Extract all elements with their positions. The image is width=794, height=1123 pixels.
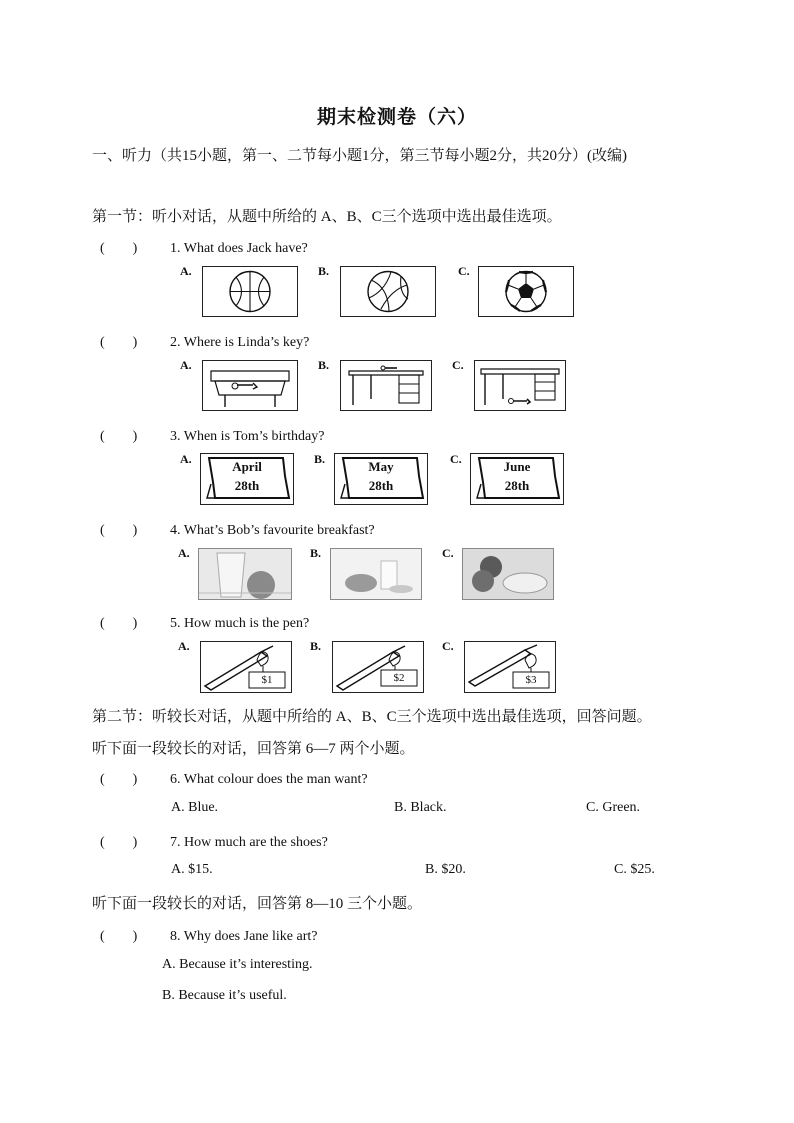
calendar-day: 28th	[504, 478, 530, 493]
question-text: 2. Where is Linda’s key?	[170, 335, 310, 350]
option-4c[interactable]	[462, 548, 554, 600]
option-label: C.	[458, 264, 470, 278]
question-text: 1. What does Jack have?	[170, 241, 308, 256]
option-label: A.	[180, 358, 192, 372]
option-label: C.	[452, 358, 464, 372]
option-label: A.	[178, 546, 190, 560]
choice-7b[interactable]: B. $20.	[425, 862, 466, 877]
question-6	[100, 768, 368, 788]
option-2b[interactable]	[340, 360, 432, 411]
choice-7c[interactable]: C. $25.	[614, 862, 655, 877]
answer-blank[interactable]: ( )	[100, 616, 138, 631]
choice-6c[interactable]: C. Green.	[586, 800, 641, 815]
fruit-photo	[463, 549, 553, 599]
question-text: 4. What’s Bob’s favourite breakfast?	[170, 523, 375, 538]
option-4a[interactable]	[198, 548, 292, 600]
part2-instruction: 第二节：听较长对话，从题中所给的 A、B、C三个选项中选出最佳选项，回答问题。	[92, 709, 652, 725]
bread-milk-photo	[331, 549, 421, 599]
question-1	[100, 237, 308, 257]
question-text: 5. How much is the pen?	[170, 616, 310, 631]
option-label: B.	[318, 264, 330, 278]
choice-6a[interactable]: A. Blue.	[171, 800, 219, 815]
choice-8b[interactable]: B. Because it’s useful.	[162, 988, 287, 1003]
option-2a[interactable]	[202, 360, 298, 411]
question-text: 7. How much are the shoes?	[170, 835, 328, 850]
option-3c[interactable]	[470, 453, 564, 505]
option-3a[interactable]	[200, 453, 294, 505]
calendar-day: 28th	[234, 478, 260, 493]
option-5c[interactable]	[464, 641, 556, 693]
option-label: A.	[180, 264, 192, 278]
section-header: 一、听力（共15小题，第一、二节每小题1分，第三节每小题2分，共20分）(改编)	[92, 148, 627, 164]
question-text: 6. What colour does the man want?	[170, 772, 368, 787]
soccer-ball-icon	[479, 267, 573, 316]
question-text: 3. When is Tom’s birthday?	[170, 429, 325, 444]
option-5a[interactable]	[200, 641, 292, 693]
choice-7a[interactable]: A. $15.	[171, 862, 213, 877]
answer-blank[interactable]: ( )	[100, 835, 138, 850]
juice-orange-photo	[199, 549, 291, 599]
question-5	[100, 612, 309, 632]
question-8	[100, 925, 317, 945]
calendar-day: 28th	[368, 478, 394, 493]
option-label: B.	[318, 358, 330, 372]
question-3	[100, 425, 324, 445]
part2-sub2: 听下面一段较长的对话，回答第 8—10 三个小题。	[92, 896, 423, 912]
option-label: B.	[310, 639, 322, 653]
answer-blank[interactable]: ( )	[100, 929, 138, 944]
pen-price-tag-icon	[333, 642, 423, 692]
question-2	[100, 331, 309, 351]
option-2c[interactable]	[474, 360, 566, 411]
option-label: C.	[442, 639, 454, 653]
key-under-desk-icon	[475, 361, 565, 410]
option-4b[interactable]	[330, 548, 422, 600]
part2-sub1: 听下面一段较长的对话，回答第 6—7 两个小题。	[92, 741, 415, 757]
option-label: B.	[310, 546, 322, 560]
option-3b[interactable]	[334, 453, 428, 505]
option-1c[interactable]	[478, 266, 574, 317]
option-label: A.	[180, 452, 192, 466]
calendar-month: May	[368, 459, 394, 474]
answer-blank[interactable]: ( )	[100, 241, 138, 256]
basketball-icon	[203, 267, 297, 316]
choice-6b[interactable]: B. Black.	[394, 800, 447, 815]
key-on-desk-icon	[341, 361, 431, 410]
question-text: 8. Why does Jane like art?	[170, 929, 318, 944]
price-label: $2	[393, 672, 405, 684]
choice-8a[interactable]: A. Because it’s interesting.	[162, 957, 313, 972]
question-4	[100, 519, 375, 539]
option-1a[interactable]	[202, 266, 298, 317]
calendar-month: June	[503, 459, 531, 474]
question-7	[100, 831, 328, 851]
calendar-month: April	[232, 459, 262, 474]
answer-blank[interactable]: ( )	[100, 429, 138, 444]
option-5b[interactable]	[332, 641, 424, 693]
price-label: $3	[525, 674, 537, 686]
part1-instruction: 第一节：听小对话，从题中所给的 A、B、C三个选项中选出最佳选项。	[92, 209, 562, 225]
option-label: C.	[442, 546, 454, 560]
option-label: A.	[178, 639, 190, 653]
key-in-drawer-icon	[203, 361, 297, 410]
volleyball-icon	[341, 267, 435, 316]
option-label: B.	[314, 452, 326, 466]
page-title: 期末检测卷（六）	[316, 107, 477, 128]
option-1b[interactable]	[340, 266, 436, 317]
answer-blank[interactable]: ( )	[100, 772, 138, 787]
answer-blank[interactable]: ( )	[100, 523, 138, 538]
option-label: C.	[450, 452, 462, 466]
price-label: $1	[261, 674, 273, 686]
answer-blank[interactable]: ( )	[100, 335, 138, 350]
